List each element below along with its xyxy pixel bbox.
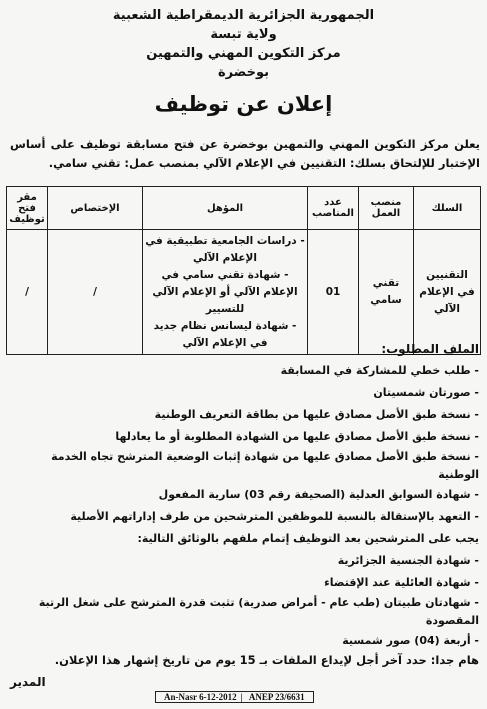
list-item: - طلب خطي للمشاركة في المسابقة: [280, 364, 479, 377]
cell-specialty: /: [48, 230, 143, 355]
list-item: - شهادة العائلية عند الإقتضاء: [324, 576, 479, 589]
dossier-subheading: يجب على المترشحين بعد التوظيف إتمام ملفهم بالوثائق التالية:: [137, 532, 479, 545]
deadline-note: هام جدا: حدد آخر أجل لإيداع الملفات بـ 15 يوم من تاريخ إشهار هذا الإعلان.: [54, 653, 479, 667]
col-qualification: المؤهل: [143, 187, 308, 230]
qualification-item: - شهادة تقني سامي في الإعلام الآلي أو الإعلام الآلي للتسيير: [152, 268, 298, 315]
qualification-item: - شهادة ليسانس نظام جديد في الإعلام الآلي: [153, 319, 297, 349]
publication-reference: An-Nasr 6-12-2012 | ANEP 23/6631: [155, 691, 314, 703]
col-corps: السلك: [414, 187, 481, 230]
table-header-row: [7, 187, 481, 230]
cell-corps: التقنيين في الإعلام الآلي: [414, 230, 481, 355]
issuer-header: [0, 6, 487, 82]
table-row: [7, 230, 481, 355]
republic-line: الجمهورية الجزائرية الديمقراطية الشعبية: [112, 8, 375, 23]
town-line: بوخضرة: [218, 65, 269, 80]
list-item: - نسخة طبق الأصل مصادق عليها من بطاقة التعريف الوطنية: [154, 408, 479, 421]
col-specialty: الإختصاص: [48, 187, 143, 230]
cell-location: /: [7, 230, 48, 355]
wilaya-line: ولاية تبسة: [210, 27, 277, 42]
anep-ref: ANEP 23/6631: [248, 692, 305, 702]
signature: المدير: [10, 675, 46, 689]
list-item: - نسخة طبق الأصل مصادق عليها من شهادة إثبات الوضعية المترشح تجاه الخدمة الوطنية: [51, 450, 479, 481]
center-line: مركز التكوين المهني والتمهين: [146, 46, 341, 61]
intro-paragraph: يعلن مركز التكوين المهني والتمهين بوخضرة عن فتح مسابقة توظيف على أساس الإختبار للإلتحاق بسلك: التقنيين في الإعلام الآلي بمنصب عمل: تقني سامي.: [10, 137, 480, 170]
list-item: - نسخة طبق الأصل مصادق عليها من الشهادة المطلوبة أو ما يعادلها: [115, 430, 479, 443]
list-item: - شهادتان طبيتان (طب عام - أمراض صدرية) تثبت قدرة المترشح على شغل الرتبة المقصودة: [38, 596, 479, 627]
newspaper-ref: An-Nasr 6-12-2012: [164, 692, 237, 702]
required-documents: [9, 338, 479, 652]
list-item: - شهادة الجنسية الجزائرية: [337, 554, 479, 567]
list-item: - صورتان شمسيتان: [373, 386, 479, 399]
dossier-heading: الملف المطلوب:: [381, 342, 479, 356]
col-location: مقر فتح توظيف: [7, 187, 48, 230]
list-item: - شهادة السوابق العدلية (الصحيفة رقم 03) سارية المفعول: [158, 488, 479, 501]
cell-qualification: [143, 230, 308, 355]
cell-count: 01: [308, 230, 359, 355]
announcement-title: إعلان عن توظيف: [154, 92, 333, 116]
positions-table: [6, 186, 481, 355]
list-item: - أربعة (04) صور شمسية: [342, 634, 479, 647]
col-count: عدد المناصب: [308, 187, 359, 230]
col-position: منصب العمل: [359, 187, 414, 230]
list-item: - التعهد بالإستقالة بالنسبة للموظفين المترشحين من طرف إداراتهم الأصلية: [70, 510, 479, 523]
cell-position: تقني سامي: [359, 230, 414, 355]
qualification-item: - دراسات الجامعية تطبيقية في الإعلام الآلي: [145, 234, 305, 264]
